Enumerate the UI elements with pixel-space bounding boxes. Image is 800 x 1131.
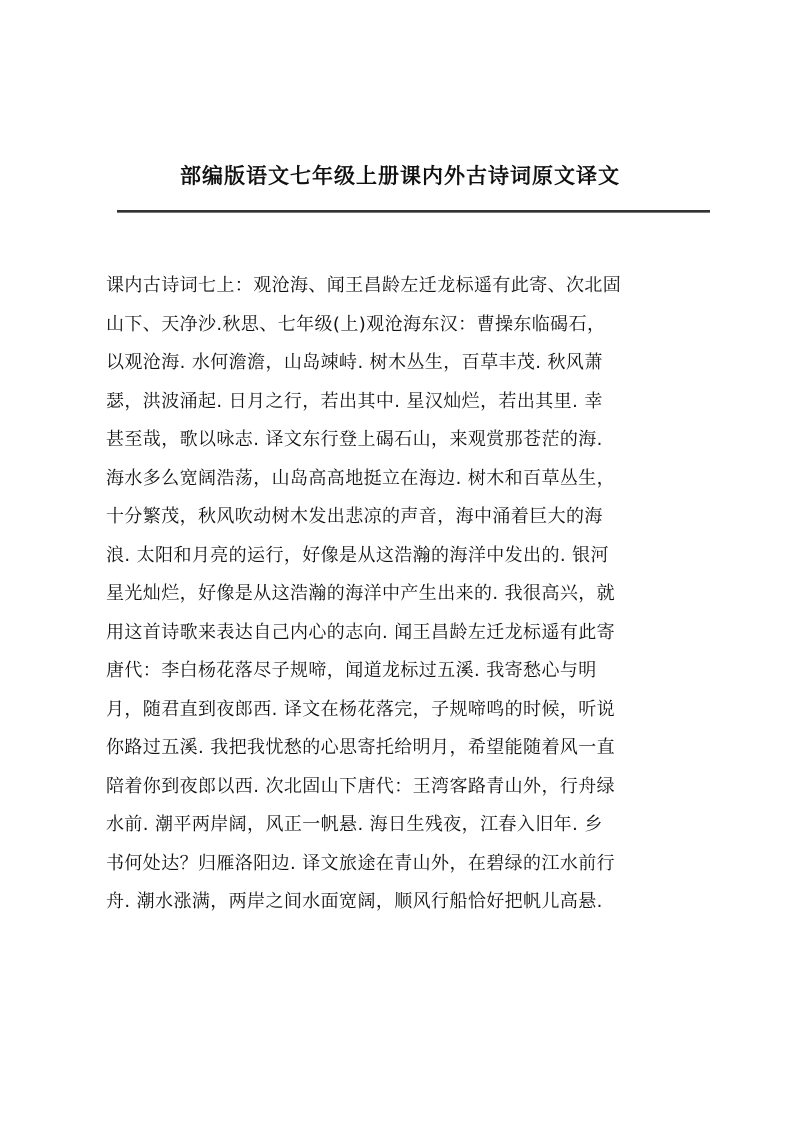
body-line: 你路过五溪. 我把我忧愁的心思寄托给明月，希望能随着风一直 xyxy=(106,737,616,758)
body-line: 以观沧海. 水何澹澹，山岛竦峙. 树木丛生，百草丰茂. 秋风萧 xyxy=(106,352,603,373)
body-line: 水前. 潮平两岸阔，风正一帆悬. 海日生残夜，江春入旧年. 乡 xyxy=(106,814,603,835)
title-divider xyxy=(117,210,710,213)
body-line: 甚至哉，歌以咏志. 译文东行登上碣石山，来观赏那苍茫的海. xyxy=(106,429,603,450)
body-line: 海水多么宽阔浩荡，山岛高高地挺立在海边. 树木和百草丛生， xyxy=(106,467,616,489)
body-line: 十分繁茂，秋风吹动树木发出悲凉的声音，海中涌着巨大的海 xyxy=(106,506,603,527)
body-line: 唐代：李白杨花落尽子规啼，闻道龙标过五溪. 我寄愁心与明 xyxy=(106,660,597,681)
body-line: 陪着你到夜郎以西. 次北固山下唐代：王湾客路青山外，行舟绿 xyxy=(106,775,616,797)
body-line: 课内古诗词七上：观沧海、闻王昌龄左迁龙标遥有此寄、次北固 xyxy=(106,275,622,296)
body-line: 山下、天净沙.秋思、七年级(上)观沧海东汉：曹操东临碣石， xyxy=(106,313,606,335)
document-body xyxy=(106,273,716,928)
body-line: 用这首诗歌来表达自己内心的志向. 闻王昌龄左迁龙标遥有此寄 xyxy=(106,621,616,643)
body-line: 瑟，洪波涌起. 日月之行，若出其中. 星汉灿烂，若出其里. 幸 xyxy=(106,390,603,412)
body-line: 浪. 太阳和月亮的运行，好像是从这浩瀚的海洋中发出的. 银河 xyxy=(106,544,609,566)
body-line: 月，随君直到夜郎西. 译文在杨花落完，子规啼鸣的时候，听说 xyxy=(106,698,616,720)
body-line: 星光灿烂，好像是从这浩瀚的海洋中产生出来的. 我很高兴，就 xyxy=(106,583,616,604)
document-title: 部编版语文七年级上册课内外古诗词原文译文 xyxy=(180,163,620,188)
body-line: 舟. 潮水涨满，两岸之间水面宽阔，顺风行船恰好把帆儿高悬. xyxy=(106,891,603,912)
body-line: 书何处达？归雁洛阳边. 译文旅途在青山外，在碧绿的江水前行 xyxy=(106,852,616,874)
